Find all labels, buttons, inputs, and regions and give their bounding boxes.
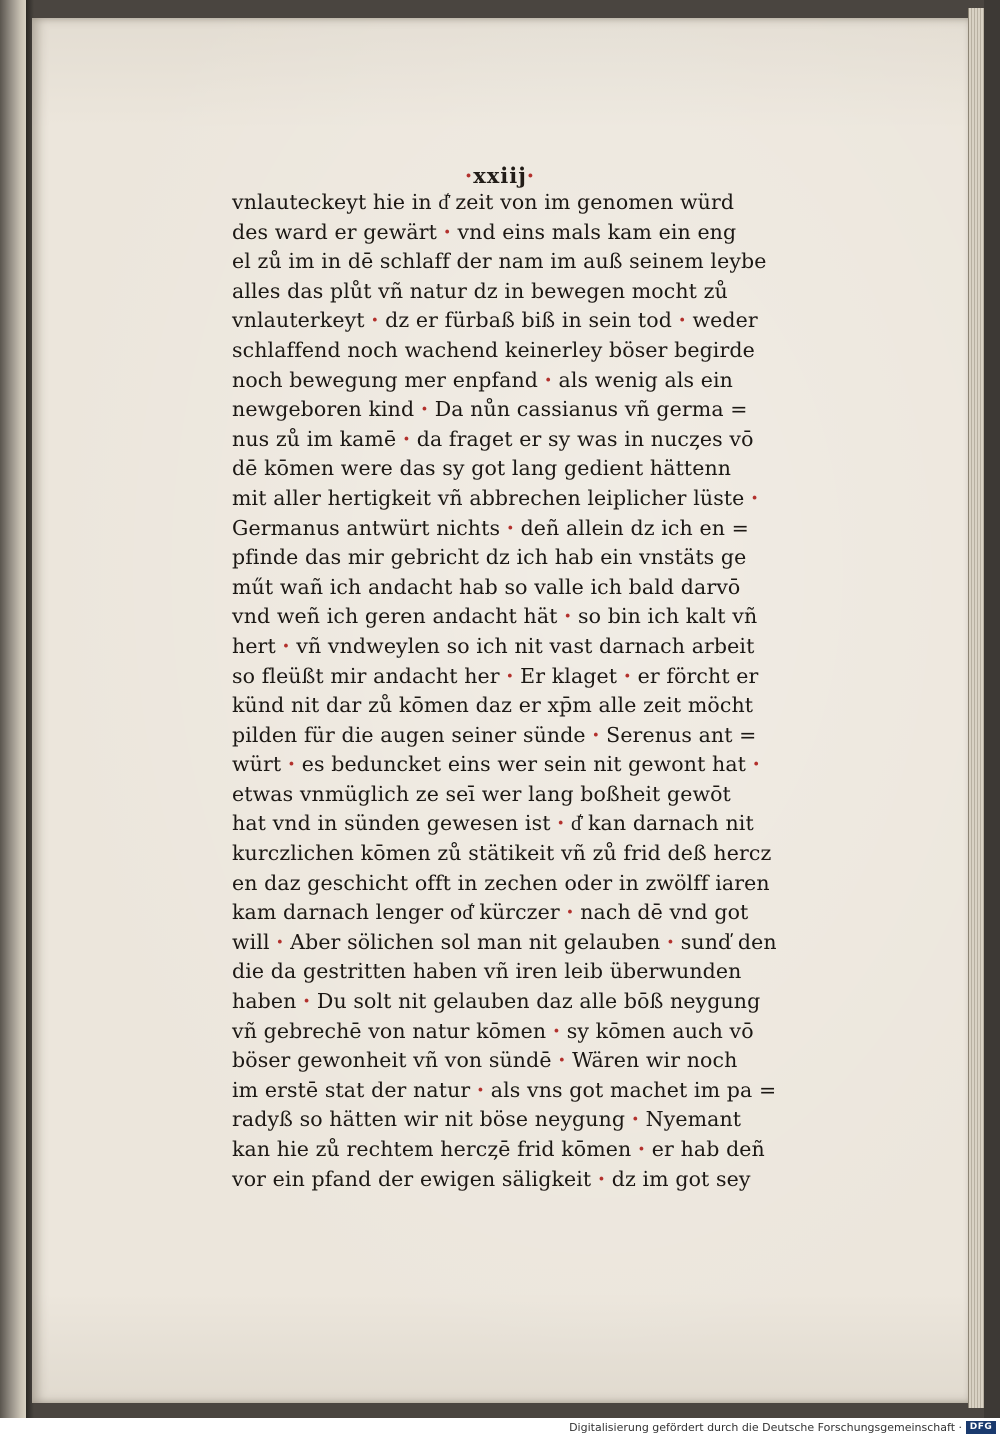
rubric-mark: ·	[282, 633, 290, 658]
text-line: hat vnd in sünden gewesen ist · d kan darnach nit	[232, 811, 754, 836]
rubric-mark: ·	[631, 1107, 639, 1132]
rubric-mark: ·	[506, 663, 514, 688]
text-line: noch bewegung mer enpfand · als wenig als ein	[232, 367, 733, 392]
rubric-mark: ·	[623, 663, 631, 688]
folio-number: ·xxiij·	[464, 163, 536, 188]
text-line: pilden für die augen seiner sünde · Serenus ant =	[232, 722, 757, 747]
text-line: haben · Du solt nit gelauben daz alle bōß neygung	[232, 989, 761, 1014]
text-line: schlaffend noch wachend keinerley böser begirde	[232, 337, 755, 362]
rubric-mark: ·	[666, 929, 675, 954]
rubric-mark: ·	[678, 308, 686, 333]
text-line: el zů im in dē schlaff der nam im auß seinem leybe	[232, 249, 767, 274]
rubric-mark: ·	[592, 722, 600, 747]
text-line: will · Aber sölichen sol man nit gelauben · sunď den	[232, 929, 777, 954]
rubric-mark: ·	[752, 752, 760, 777]
rubric-mark: ·	[476, 1077, 485, 1102]
text-line: mit aller hertigkeit vñ abbrechen leiplicher lüste ·	[232, 485, 759, 510]
funding-credit: Digitalisierung gefördert durch die Deutsche Forschungsgemeinschaft ·	[569, 1421, 962, 1434]
folio-rubric-mark: ·	[464, 163, 474, 188]
text-line: böser gewonheit vñ von sündē · Wären wir noch	[232, 1048, 738, 1073]
text-line: newgeboren kind · Da nůn cassianus vñ germa =	[232, 397, 748, 422]
text-line: würt · es beduncket eins wer sein nit gewont hat ·	[232, 752, 760, 777]
rubric-mark: ·	[557, 811, 565, 836]
text-line: im erstē stat der natur · als vns got machet im pa =	[232, 1077, 777, 1102]
text-column	[232, 188, 802, 1194]
rubric-mark: ·	[420, 397, 429, 422]
rubric-mark: ·	[402, 426, 411, 451]
rubric-mark: ·	[751, 485, 759, 510]
rubric-mark: ·	[303, 989, 311, 1014]
rubric-mark: ·	[506, 515, 514, 540]
text-line: des ward er gewärt · vnd eins mals kam ein eng	[232, 219, 737, 244]
text-line: nus zů im kamē · da fraget er sy was in nucȥes vō	[232, 426, 754, 451]
text-line: radyß so hätten wir nit böse neygung · Nyemant	[232, 1107, 742, 1132]
rubric-mark: ·	[597, 1166, 606, 1191]
text-line: kam darnach lenger od kürczer · nach dē vnd got	[232, 900, 749, 925]
rubric-mark: ·	[558, 1048, 566, 1073]
rubric-mark: ·	[544, 367, 552, 392]
rubric-mark: ·	[287, 752, 296, 777]
rubric-mark: ·	[443, 219, 451, 244]
text-line: en daz geschicht offt in zechen oder in zwölff iaren	[232, 870, 770, 895]
text-line: vnd weñ ich geren andacht hät · so bin ich kalt vñ	[232, 604, 758, 629]
text-line: die da gestritten haben vñ iren leib überwunden	[232, 959, 742, 984]
text-line: műt wañ ich andacht hab so valle ich bald darvō	[232, 574, 741, 599]
rubric-mark: ·	[637, 1137, 646, 1161]
rubric-mark: ·	[566, 900, 574, 925]
text-line: künd nit dar zů kōmen daz er xpm alle zeit möcht	[232, 693, 754, 718]
text-line: dē kōmen were das sy got lang gedient hättenn	[232, 456, 732, 481]
text-line: vnlauterkeyt · dz er fürbaß biß in sein tod · weder	[232, 308, 758, 333]
text-line: vñ gebrechē von natur kōmen · sy kōmen auch vō	[232, 1018, 754, 1043]
text-line: alles das plůt vñ natur dz in bewegen mocht zů	[232, 278, 728, 303]
folio-rubric-mark: ·	[526, 163, 536, 188]
text-line: etwas vnmüglich ze seī wer lang boßheit gewōt	[232, 781, 731, 806]
text-line: kurczlichen kōmen zů stätikeit vñ zů frid deß hercz	[232, 841, 772, 866]
text-line: Germanus antwürt nichts · deñ allein dz ich en =	[232, 515, 749, 540]
rubric-mark: ·	[552, 1018, 561, 1043]
rubric-mark: ·	[276, 929, 284, 954]
scan-background	[984, 0, 1000, 1418]
text-line: kan hie zů rechtem hercȥē frid kōmen · er hab deñ	[232, 1137, 765, 1161]
facing-page-edge	[0, 0, 27, 1418]
text-line: so fleüßt mir andacht her · Er klaget · er förcht er	[232, 663, 759, 688]
dfg-logo: DFG	[966, 1421, 996, 1434]
text-line: vnlauteckeyt hie in d zeit von im genomen würd	[232, 190, 735, 214]
text-line: hert · vñ vndweylen so ich nit vast darnach arbeit	[232, 633, 755, 658]
footer-bar	[0, 1418, 1000, 1438]
text-line: pfinde das mir gebricht dz ich hab ein vnstäts ge	[232, 545, 747, 570]
rubric-mark: ·	[371, 308, 379, 333]
text-line: vor ein pfand der ewigen säligkeit · dz im got sey	[232, 1166, 751, 1191]
rubric-mark: ·	[564, 604, 572, 629]
page-stack-edge	[968, 8, 985, 1408]
